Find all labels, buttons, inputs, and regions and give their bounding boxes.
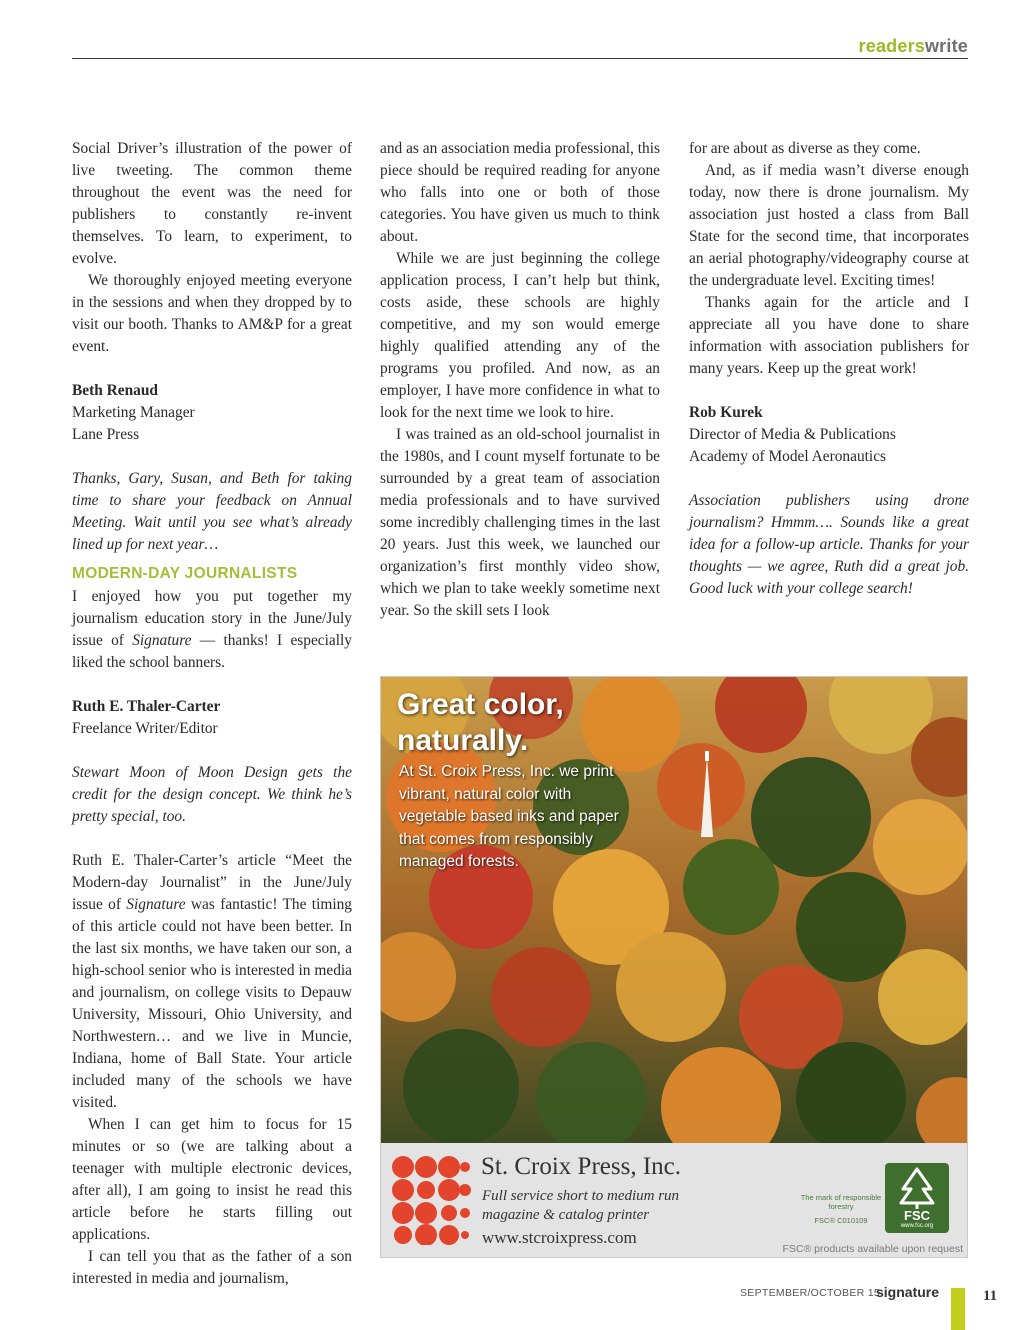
- fsc-logo-icon: [885, 1163, 949, 1233]
- signature-title: Director of Media & Publications: [689, 426, 896, 443]
- signature-title: Marketing Manager: [72, 404, 195, 421]
- paragraph: and as an association media professional, this piece should be required reading for anyone who falls into one or both of those categories. You have given us much to think about.: [380, 140, 660, 245]
- editor-note: Thanks, Gary, Susan, and Beth for taking time to share your feedback on Annual Meeting. Wait until you see what’s already lined up for next year…: [72, 470, 352, 553]
- ad-headline: Great color, naturally.: [397, 688, 564, 757]
- subhead: MODERN-DAY JOURNALISTS: [72, 565, 298, 582]
- advertisement: [380, 676, 968, 1258]
- signature-org: Academy of Model Aeronautics: [689, 448, 887, 465]
- fsc-label: FSC: [904, 1208, 930, 1223]
- paragraph: I was trained as an old-school journalist in the 1980s, and I count myself fortunate to be surrounded by a great team of association media professionals and to have survived some incredibly challenging times in the last 20 years. Just this week, we launched our organization’s first monthly video show, which we plan to take weekly sometime next year. So the skill sets I look: [380, 426, 660, 619]
- section-tag: [859, 36, 968, 57]
- signature-org: Lane Press: [72, 426, 140, 443]
- column-3: [689, 138, 969, 600]
- paragraph: for are about as diverse as they come.: [689, 140, 921, 157]
- fsc-mark-text: The mark of responsible forestry: [800, 1193, 882, 1211]
- st-croix-logo-icon: [391, 1155, 471, 1245]
- paragraph: Social Driver’s illustration of the power of live tweeting. The common theme throughout the event was the need for publishers to constantly re-invent themselves. To learn, to experiment, to evolve.: [72, 140, 352, 267]
- fsc-note: FSC® products available upon request: [782, 1243, 963, 1255]
- ad-company-name: St. Croix Press, Inc.: [481, 1153, 681, 1180]
- column-2: [380, 138, 660, 622]
- signature-name: Beth Renaud: [72, 382, 158, 399]
- paragraph: And, as if media wasn’t diverse enough today, now there is drone journalism. My association just hosted a class from Ball State for the second time, that incorporates an aerial photography/videography course at the undergraduate level. Exciting times!: [689, 162, 969, 289]
- editor-note: Association publishers using drone journalism? Hmmm…. Sounds like a great idea for a follow-up article. Thanks for your thoughts — we agree, Ruth did a great job. Good luck with your college search!: [689, 492, 969, 597]
- paragraph: Thanks again for the article and I appreciate all you have done to share information with association publishers for many years. Keep up the great work!: [689, 294, 969, 377]
- paragraph: We thoroughly enjoyed meeting everyone in the sessions and when they dropped by to visit our booth. Thanks to AM&P for a great event.: [72, 272, 352, 355]
- page-number: 11: [983, 1288, 998, 1304]
- column-1: [72, 138, 352, 1290]
- ad-url: www.stcroixpress.com: [482, 1228, 637, 1247]
- signature-name: Rob Kurek: [689, 404, 763, 421]
- paragraph: When I can get him to focus for 15 minutes or so (we are talking about a teenager with multiple electronic devices, after all), I am going to insist he read this article before he starts filling out applications.: [72, 1116, 352, 1243]
- paragraph: Ruth E. Thaler-Carter’s article “Meet the Modern-day Journalist” in the June/July issue of Signature was fantastic! The timing of this article could not have been better. In the last six months, we have taken our son, a high-school senior who is interested in media and journalism, on college visits to Depauw University, Missouri, Ohio University, and Northwestern… and we live in Muncie, Indiana, home of Ball State. Your article included many of the schools we have visited.: [72, 852, 352, 1111]
- fsc-url: www.fsc.org: [900, 1223, 934, 1229]
- ad-bottom-panel: [381, 1143, 968, 1258]
- footer-issue: SEPTEMBER/OCTOBER 15: [740, 1287, 881, 1299]
- signature-title: Freelance Writer/Editor: [72, 720, 218, 737]
- paragraph: While we are just beginning the college application process, I can’t help but think, costs aside, these schools are highly competitive, and my son would emerge highly qualified attending any of the programs you profiled. And now, as an employer, I have more confidence in what to look for the next time we look to hire.: [380, 250, 660, 421]
- ad-tagline: Full service short to medium run magazine & catalog printer: [482, 1188, 680, 1223]
- footer-magazine: signature: [876, 1284, 940, 1300]
- paragraph: I can tell you that as the father of a son interested in media and journalism,: [72, 1248, 352, 1287]
- paragraph: I enjoyed how you put together my journalism education story in the June/July issue of Signature — thanks! I especially liked the school banners.: [72, 588, 352, 671]
- ad-body: At St. Croix Press, Inc. we print vibrant, natural color with vegetable based inks and paper that comes from responsibly managed forests.: [399, 763, 619, 870]
- editor-note: Stewart Moon of Moon Design gets the credit for the design concept. We think he’s pretty special, too.: [72, 764, 352, 825]
- fsc-code: FSC® C010109: [814, 1216, 868, 1225]
- section-tag-write: write: [924, 36, 968, 56]
- page-bar: [951, 1288, 965, 1330]
- section-tag-readers: readers: [858, 36, 925, 56]
- signature-name: Ruth E. Thaler-Carter: [72, 698, 221, 715]
- header-rule: [72, 58, 968, 59]
